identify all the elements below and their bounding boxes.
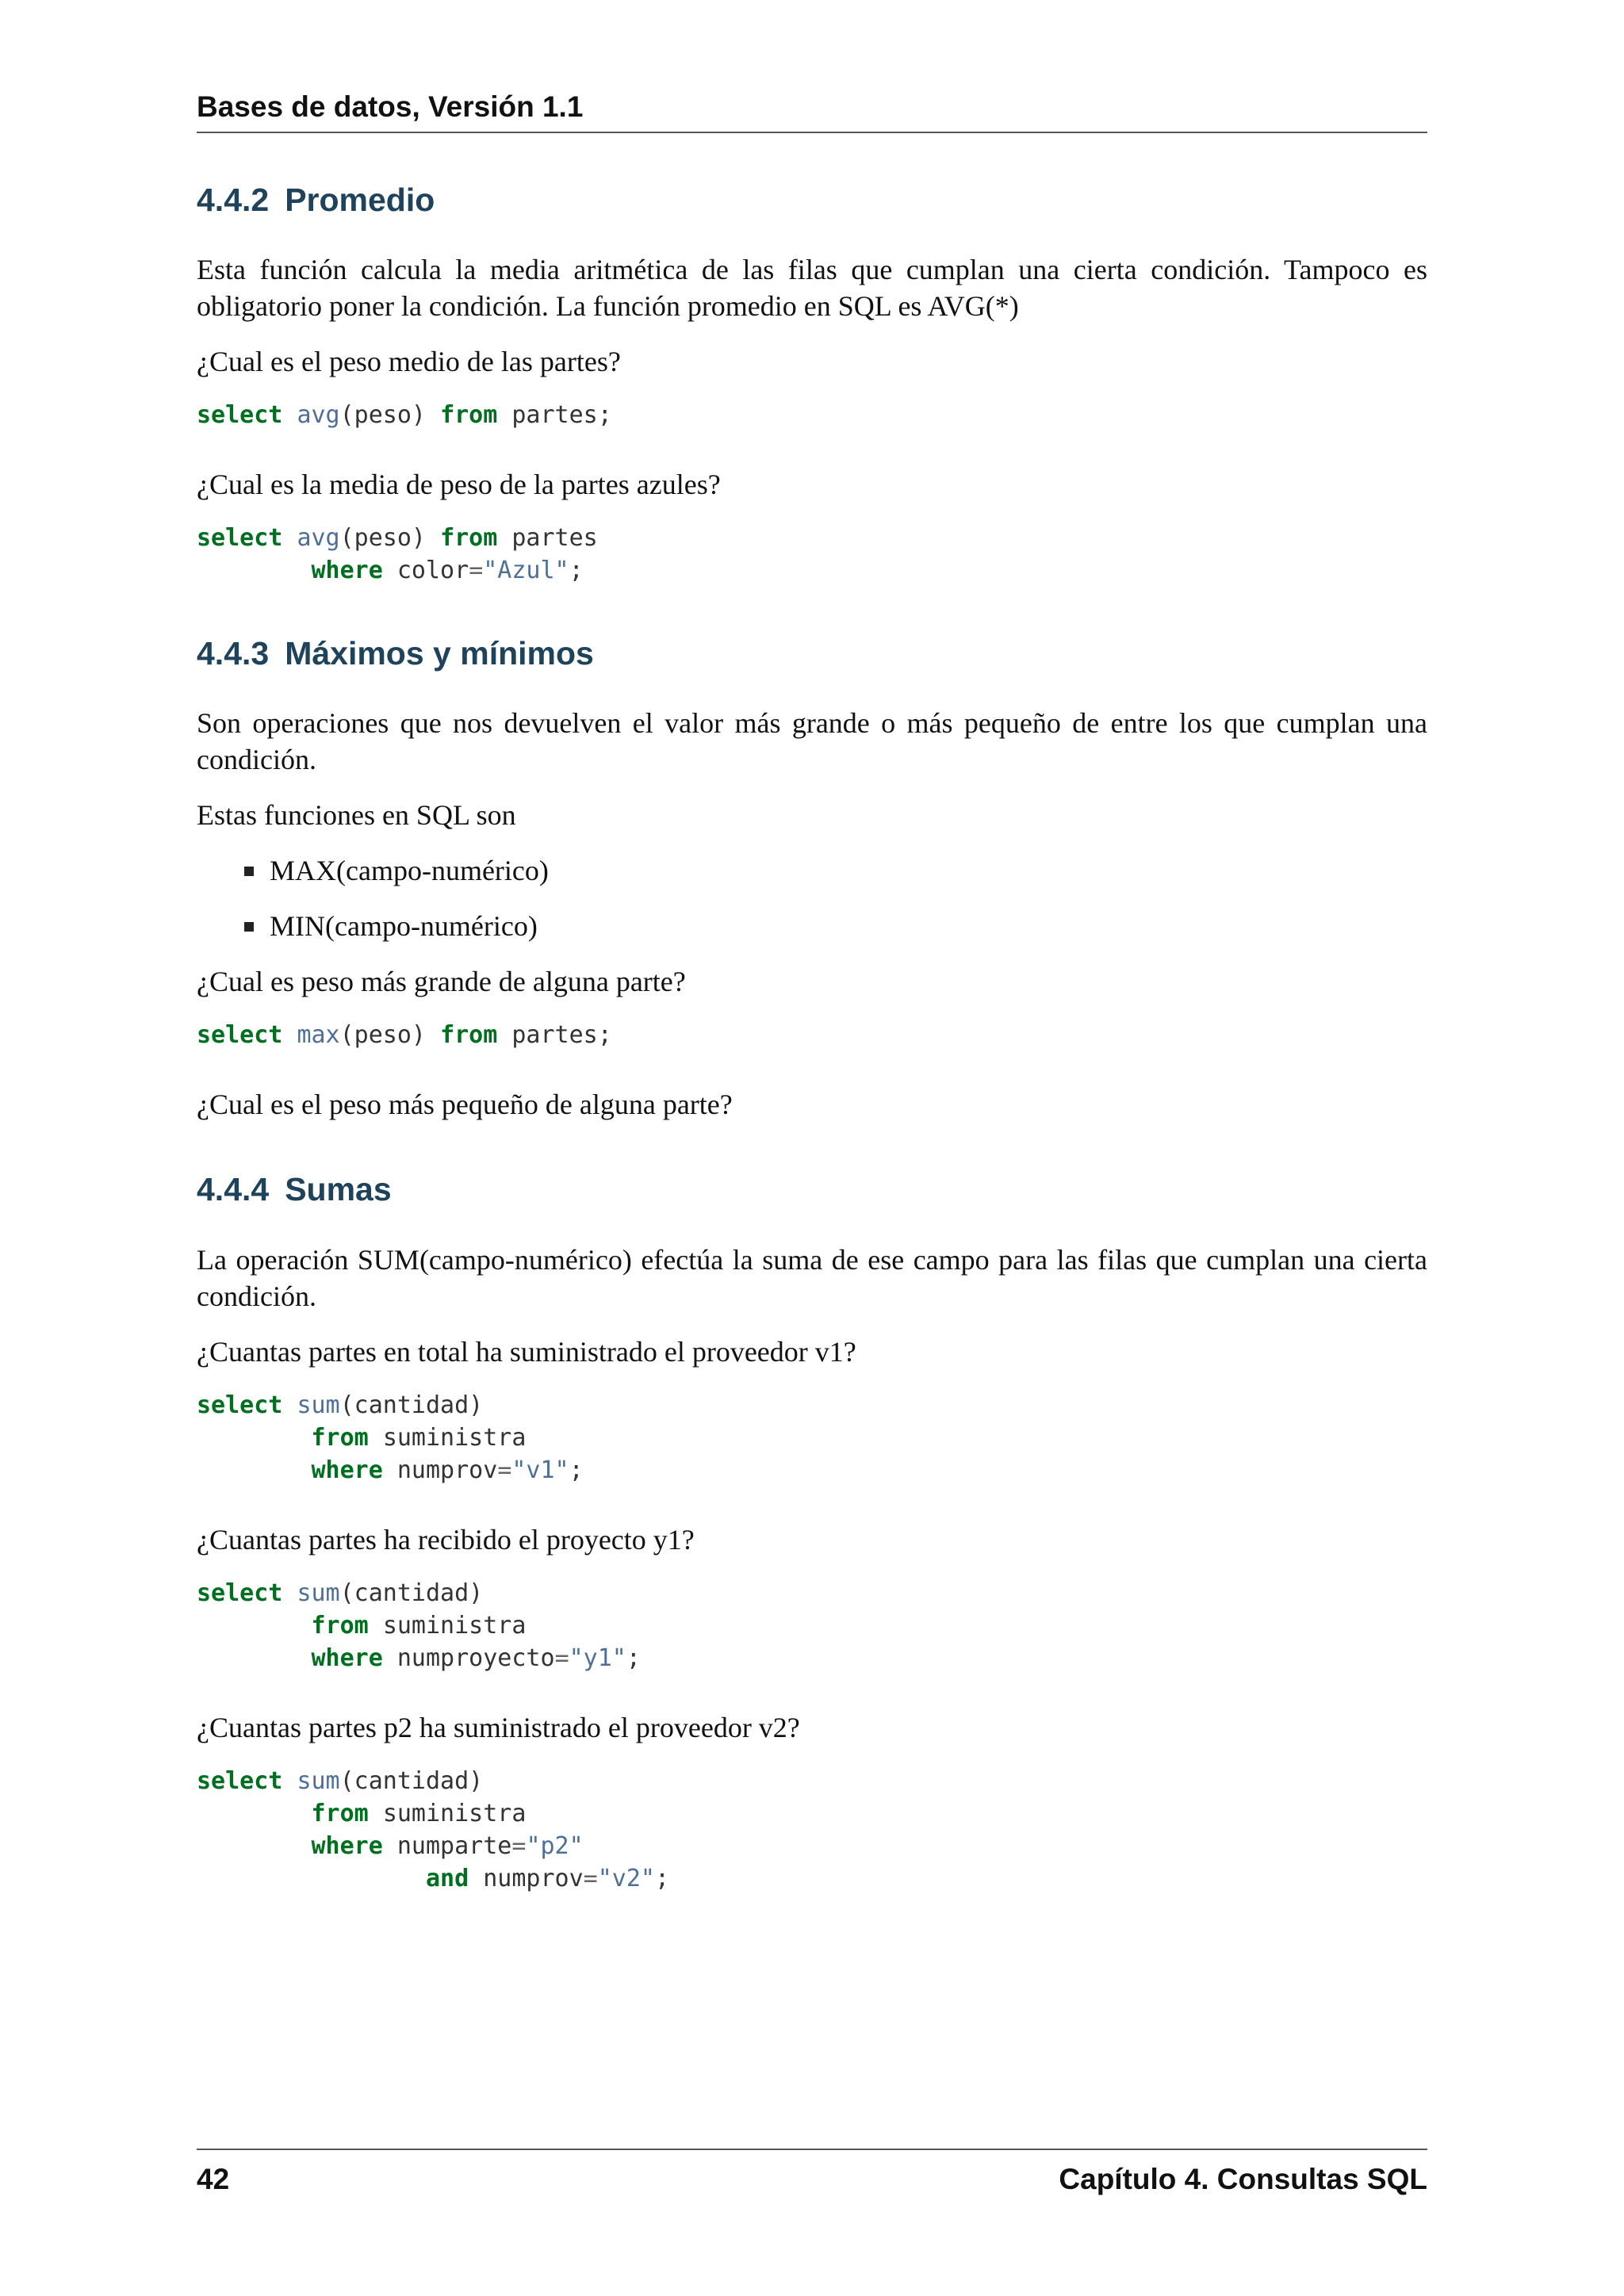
code-keyword: from [440,524,498,553]
list-item: MIN(campo-numérico) [270,908,1427,944]
code-function: avg [297,401,340,430]
code-text: color [396,557,469,585]
code-text: ; [569,1456,584,1484]
section-title: Sumas [285,1171,392,1208]
paragraph: Esta función calcula la media aritmética de las filas que cumplan una cierta condición. Tampoco es obligatorio poner la condición. La función promedio en SQL es AVG(*) [197,254,1427,323]
question: ¿Cual es la media de peso de la partes azules? [197,469,721,501]
question: ¿Cual es peso más grande de alguna parte? [197,966,686,998]
code-text: numproyecto [396,1644,555,1672]
chapter-title: Capítulo 4. Consultas SQL [1059,2163,1427,2195]
section-number: 4.4.3 [197,635,270,672]
code-text: partes; [511,401,612,430]
section-number: 4.4.4 [197,1171,270,1208]
code-text: (peso) [339,1021,426,1050]
section-heading [197,181,1427,220]
code-operator: = [554,1644,569,1672]
code-text: numparte [396,1831,512,1860]
code-block [197,522,1427,587]
code-keyword: select [197,524,283,553]
code-text: suministra [382,1799,527,1827]
code-function: max [297,1021,340,1050]
question: ¿Cual es el peso medio de las partes? [197,346,621,378]
code-block [197,1389,1427,1487]
page-number: 42 [197,2163,230,2195]
code-block [197,1019,1427,1051]
code-keyword: from [311,1799,369,1827]
section-number: 4.4.2 [197,182,270,218]
code-string: "y1" [569,1644,626,1672]
question: ¿Cuantas partes ha recibido el proyecto y1? [197,1523,695,1556]
code-keyword: where [311,1644,383,1672]
code-text: (cantidad) [339,1766,484,1795]
code-operator: = [497,1456,512,1484]
running-footer [197,2149,1427,2196]
section-sumas [197,1170,1427,1894]
section-promedio [197,181,1427,587]
code-block [197,1577,1427,1674]
code-keyword: where [311,1831,383,1860]
function-list [197,852,1427,944]
list-item: MAX(campo-numérico) [270,852,1427,889]
code-keyword: from [440,1021,498,1050]
code-keyword: and [425,1864,469,1892]
code-keyword: where [311,1456,383,1484]
question: ¿Cuantas partes p2 ha suministrado el proveedor v2? [197,1711,800,1743]
section-heading [197,634,1427,673]
paragraph: Estas funciones en SQL son [197,799,516,832]
question: ¿Cuantas partes en total ha suministrado el proveedor v1? [197,1335,856,1368]
document-page [197,0,1427,2296]
code-text: numprov [396,1456,498,1484]
code-text: suministra [382,1423,527,1452]
code-string: "Azul" [483,557,569,585]
section-title: Máximos y mínimos [285,635,594,672]
paragraph: La operación SUM(campo-numérico) efectúa la suma de ese campo para las filas que cumplan una cierta condición. [197,1243,1427,1312]
code-function: sum [297,1766,340,1795]
code-block [197,399,1427,431]
code-keyword: from [440,401,498,430]
code-operator: = [511,1831,527,1860]
code-string: "v2" [597,1864,655,1892]
code-string: "v1" [511,1456,569,1484]
code-keyword: select [197,1391,283,1419]
code-keyword: select [197,1766,283,1795]
section-heading [197,1170,1427,1209]
code-block [197,1765,1427,1895]
paragraph: Son operaciones que nos devuelven el valor más grande o más pequeño de entre los que cumplan una condición. [197,707,1427,776]
code-function: sum [297,1578,340,1607]
code-string: "p2" [526,1831,584,1860]
code-function: sum [297,1391,340,1419]
section-maximos-minimos [197,634,1427,1123]
code-operator: = [469,557,484,585]
code-keyword: from [311,1423,369,1452]
code-text: ; [626,1644,641,1672]
code-keyword: from [311,1611,369,1640]
question: ¿Cual es el peso más pequeño de alguna parte? [197,1089,733,1121]
code-keyword: select [197,1021,283,1050]
code-keyword: where [311,557,383,585]
code-function: avg [297,524,340,553]
code-keyword: select [197,1578,283,1607]
code-keyword: select [197,401,283,430]
code-text: partes; [511,1021,612,1050]
running-header [197,90,1427,133]
section-title: Promedio [285,182,435,218]
code-text: numprov [483,1864,584,1892]
code-text: (cantidad) [339,1391,484,1419]
code-text: partes [511,524,598,553]
code-text: (peso) [339,401,426,430]
code-text: suministra [382,1611,527,1640]
page-content [197,181,1427,1942]
code-text: ; [654,1864,670,1892]
code-text: ; [569,557,584,585]
code-operator: = [583,1864,598,1892]
code-text: (peso) [339,524,426,553]
header-title: Bases de datos, Versión 1.1 [197,90,584,123]
code-text: (cantidad) [339,1578,484,1607]
